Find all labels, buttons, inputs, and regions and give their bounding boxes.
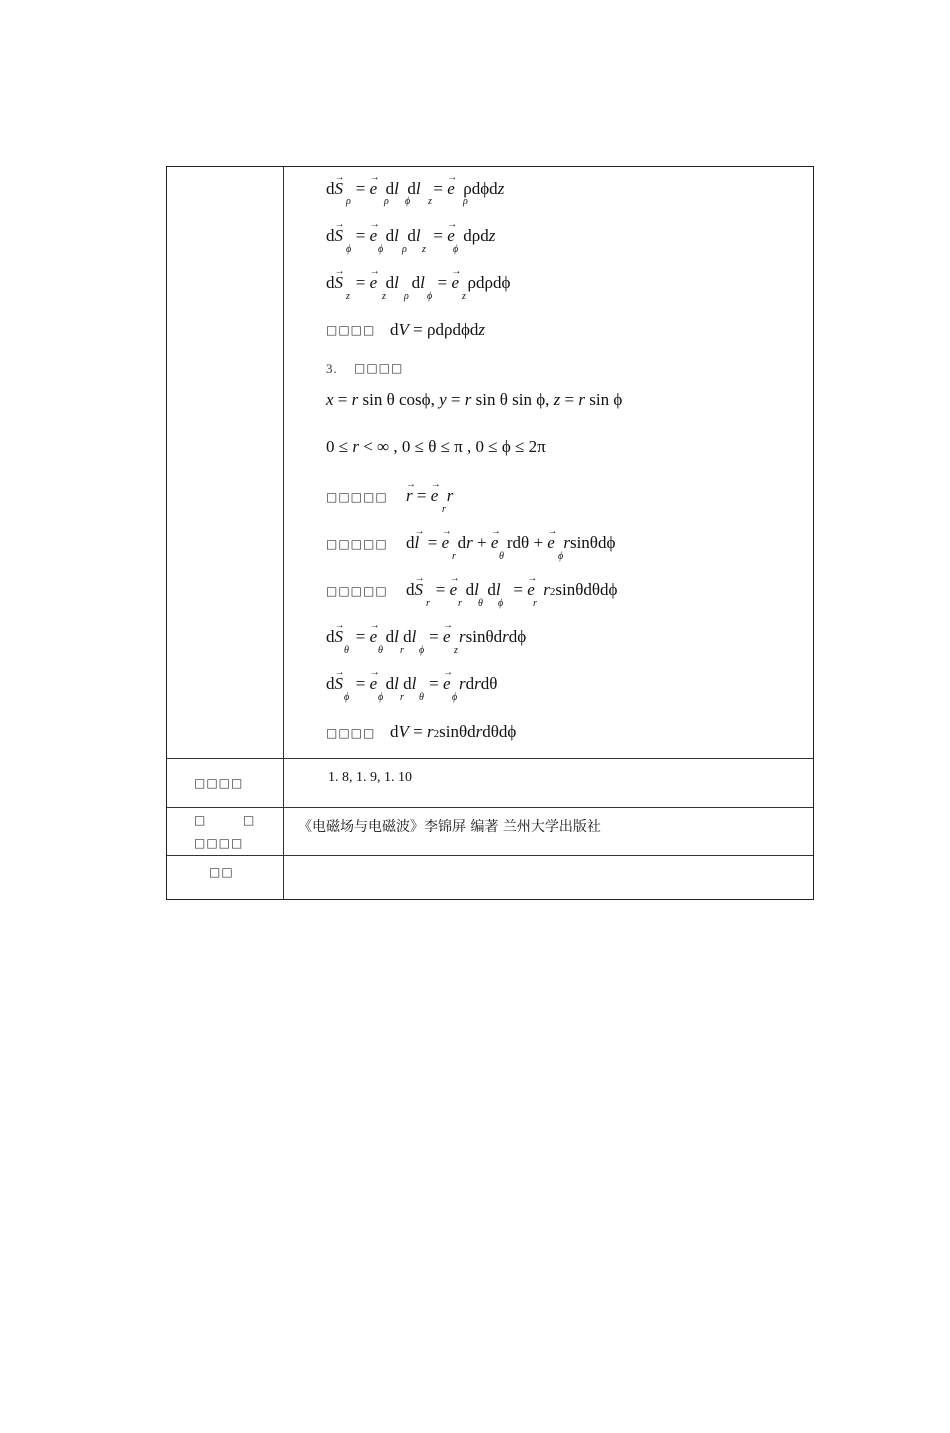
formula-spherical-range: 0 ≤ r < ∞ , 0 ≤ θ ≤ π , 0 ≤ ϕ ≤ 2π [326, 437, 546, 456]
reference-label-left: □ [194, 813, 207, 827]
row-divider [167, 758, 813, 759]
label-line-element: □□□□□ [326, 537, 388, 551]
section-3-number: 3. [326, 361, 338, 376]
label-volume-cyl: □□□□ [326, 323, 376, 337]
reference-book: 《电磁场与电磁波》李锦屏 编著 兰州大学出版社 [298, 819, 601, 835]
reference-label-right: □ [243, 813, 256, 827]
row-divider [167, 807, 813, 808]
label-area-element: □□□□□ [326, 584, 388, 598]
formula-spherical-coords: x = r sin θ cosϕ, y = r sin θ sin ϕ, z = r sin ϕ [326, 390, 623, 409]
reference-label-bottom: □□□□ [194, 836, 244, 850]
formula-dv-sph: dV = r2sinθdrdθdϕ [390, 722, 517, 741]
section-3-title: □□□□ [354, 361, 404, 375]
formula-dv-cyl: dV = ρdρdϕdz [390, 320, 486, 339]
label-position-vector: □□□□□ [326, 490, 388, 504]
row-divider [167, 855, 813, 856]
notes-label: □□ [209, 865, 234, 879]
column-divider [283, 167, 284, 899]
homework-value: 1. 8, 1. 9, 1. 10 [328, 770, 412, 785]
label-volume-sph: □□□□ [326, 726, 376, 740]
homework-label: □□□□ [194, 776, 244, 790]
